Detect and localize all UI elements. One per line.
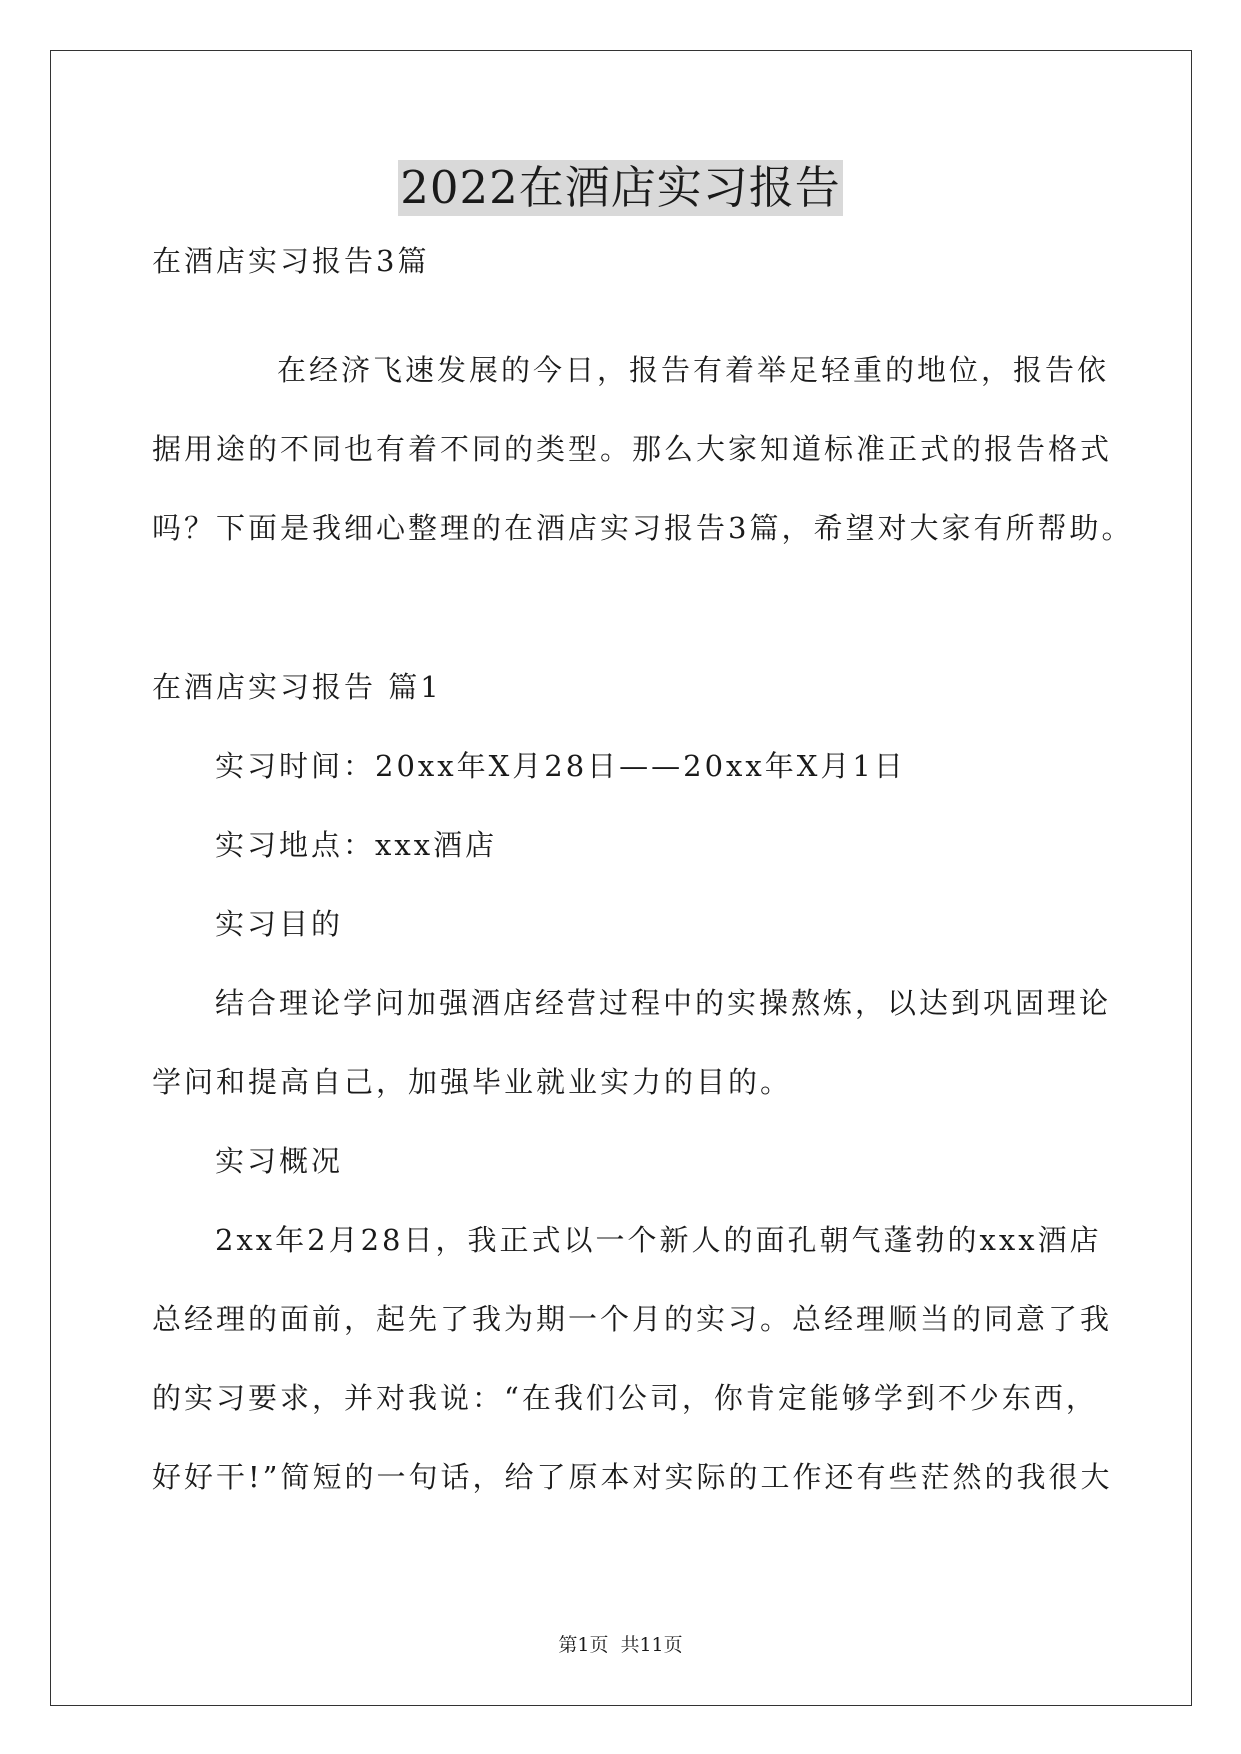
intro-line-2: 据用途的不同也有着不同的类型。那么大家知道标准正式的报告格式 xyxy=(152,432,1113,466)
overview-line-4: 好好干!”简短的一句话，给了原本对实际的工作还有些茫然的我很大 xyxy=(152,1460,1113,1494)
subtitle: 在酒店实习报告3篇 xyxy=(152,244,430,278)
internship-place: 实习地点：xxx酒店 xyxy=(215,828,498,862)
purpose-line-2: 学问和提高自己，加强毕业就业实力的目的。 xyxy=(152,1065,793,1099)
page-number: 第1页 xyxy=(558,1634,609,1656)
document-title: 2022在酒店实习报告 xyxy=(400,161,841,214)
purpose-line-1: 结合理论学问加强酒店经营过程中的实操熬炼，以达到巩固理论 xyxy=(215,986,1112,1020)
intro-line-3: 吗？下面是我细心整理的在酒店实习报告3篇，希望对大家有所帮助。 xyxy=(152,511,1134,545)
section-heading: 在酒店实习报告 篇1 xyxy=(152,670,442,704)
page-total: 共11页 xyxy=(620,1634,683,1656)
page-border xyxy=(50,50,1192,1706)
overview-line-2: 总经理的面前，起先了我为期一个月的实习。总经理顺当的同意了我 xyxy=(152,1302,1113,1336)
internship-time: 实习时间：20xx年X月28日——20xx年X月1日 xyxy=(215,749,906,783)
overview-heading: 实习概况 xyxy=(215,1144,344,1178)
intro-line-1: 在经济飞速发展的今日，报告有着举足轻重的地位，报告依 xyxy=(277,353,1110,387)
title-container xyxy=(0,160,1241,216)
page-footer xyxy=(0,1633,1241,1657)
overview-line-3: 的实习要求，并对我说：“在我们公司，你肯定能够学到不少东西， xyxy=(152,1381,1098,1415)
overview-line-1: 2xx年2月28日，我正式以一个新人的面孔朝气蓬勃的xxx酒店 xyxy=(215,1223,1102,1257)
purpose-heading: 实习目的 xyxy=(215,907,344,941)
